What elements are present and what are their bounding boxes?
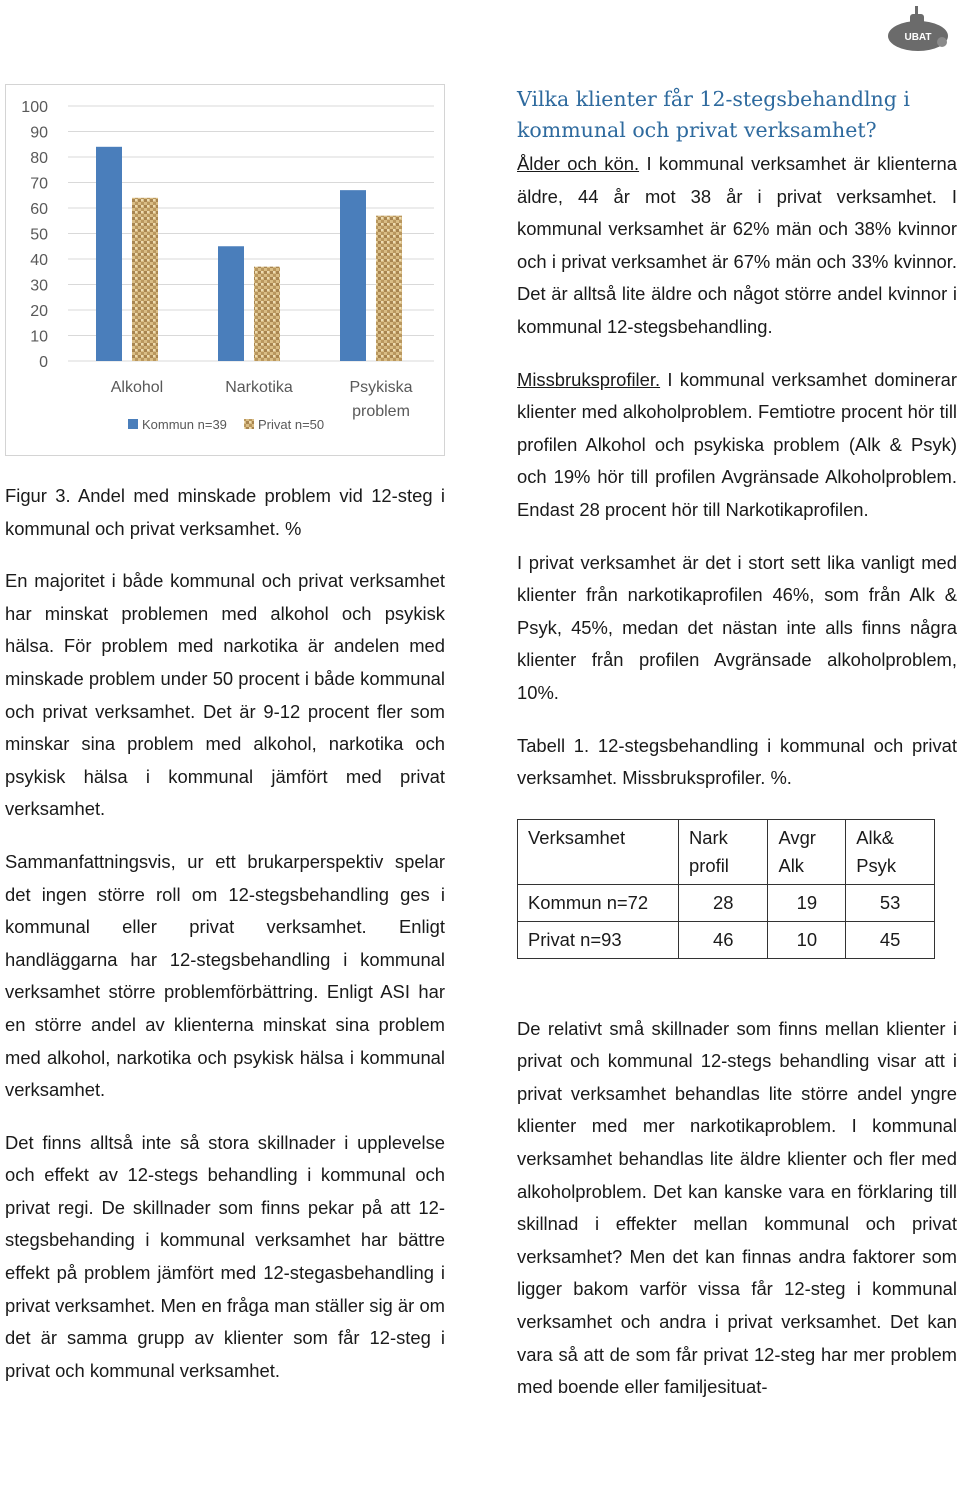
figure-caption: Figur 3. Andel med minskade problem vid 12-steg i kommunal och privat verksamhet. % xyxy=(5,485,445,539)
table-caption: Tabell 1. 12-stegsbehandling i kommunal och privat verksamhet. Missbruksprofiler. %. xyxy=(517,734,957,789)
y-tick-label: 0 xyxy=(39,354,48,371)
legend-swatch xyxy=(244,419,254,429)
table-row xyxy=(518,884,935,921)
y-tick-label: 20 xyxy=(30,303,48,320)
bar xyxy=(254,267,280,361)
y-tick-label: 50 xyxy=(30,226,48,244)
section-heading: Vilka klienter får 12-stegsbehandlng i kommunal och privat verksamhet? xyxy=(517,87,910,142)
label-missbruksprofiler: Missbruksprofiler. xyxy=(517,368,661,390)
y-tick-label: 90 xyxy=(30,124,48,142)
paragraph-privat: I privat verksamhet är det i stort sett lika vanligt med klienter från narkotikaprofilen 46%, som från Alk & Psyk, 45%, medan det nästan inte alls finns några klienter från profilen Avgränsade alkoholproblem, 10%. xyxy=(517,551,957,703)
table-header-cell: Nark profil xyxy=(679,819,768,884)
bar xyxy=(96,147,122,361)
y-tick-label: 40 xyxy=(30,252,48,269)
table-cell: Kommun n=72 xyxy=(518,884,679,921)
y-tick-label: 10 xyxy=(30,328,48,346)
paragraph-sammanfattning: Sammanfattningsvis, ur ett brukarperspektiv spelar det ingen större roll om 12-stegsbehandling ges i kommunal eller privat verksamhet. Enligt handläggarna har 12-stegsbehandling i kommunal verksamhet större problemförbättring. Enligt ASI har en större andel av klienterna minskat sina problem med alkohol, narkotika och psykisk hälsa i kommunal verksamhet. xyxy=(5,850,445,1101)
x-tick-label: Psykiska xyxy=(349,379,413,396)
table-cell: 45 xyxy=(846,921,935,958)
y-tick-label: 60 xyxy=(30,201,48,218)
y-tick-label: 30 xyxy=(30,277,48,295)
bar xyxy=(376,216,402,361)
profile-table xyxy=(517,819,935,959)
y-tick-label: 70 xyxy=(30,175,48,193)
legend-label: Kommun n=39 xyxy=(142,417,227,432)
y-tick-label: 80 xyxy=(30,150,48,167)
x-tick-label: Alkohol xyxy=(110,379,164,396)
table-cell: 53 xyxy=(846,884,935,921)
paragraph-slutsats: De relativt små skillnader som finns mellan klienter i privat och kommunal 12-stegs behandling visar att i privat verksamhet behandlas lite större andel yngre klienter med mer narkotikaproblem. I kommunal verksamhet behandlas lite äldre klienter och fler med alkoholproblem. Det kan kanske vara en förklaring till skillnad i effekter mellan kommunal och privat verksamhet? Men det kan finnas andra faktorer som ligger bakom varför vissa får 12-steg i kommunal verksamhet och andra i privat verksamhet. Det kan vara så att de som får privat 12-steg har mer problem med boende eller familjesituat- xyxy=(517,1017,957,1398)
table-header-cell: Alk& Psyk xyxy=(846,819,935,884)
legend-label: Privat n=50 xyxy=(258,417,325,432)
bar xyxy=(218,246,244,361)
label-alder-kon: Ålder och kön. xyxy=(517,153,640,174)
table-cell: 10 xyxy=(768,921,846,958)
bar xyxy=(340,190,366,361)
table-header-row xyxy=(518,819,935,884)
table-header-cell: Verksamhet xyxy=(518,819,679,884)
paragraph-majoritet: En majoritet i både kommunal och privat verksamhet har minskat problemen med alkohol och psykisk hälsa. För problem med narkotika är andelen med minskade problem under 50 procent i både kommunal och privat verksamhet. Det är 9-12 procent fler som minskar sina problem med alkohol, narkotika och psykisk hälsa i kommunal jämfört med privat verksamhet. xyxy=(5,570,445,820)
right-column xyxy=(517,84,957,1404)
bar xyxy=(132,198,158,361)
left-column xyxy=(5,84,445,1387)
x-tick-label: Narkotika xyxy=(225,379,293,396)
table-cell: 46 xyxy=(679,921,768,958)
bar-chart-svg xyxy=(6,85,444,455)
bar-chart xyxy=(5,84,445,456)
table-cell: 19 xyxy=(768,884,846,921)
ubat-logo xyxy=(876,2,956,56)
x-tick-label: problem xyxy=(352,403,410,420)
text-alder-kon: I kommunal verksamhet är klienterna äldre, 44 år mot 38 år i privat verksamhet. I kommunal verksamhet är 62% män och 38% kvinnor och i privat verksamhet är 67% män och 33% kvinnor. Det är alltså lite äldre och något större andel kvinnor i kommunal 12-stegsbehandling. xyxy=(517,153,957,337)
logo-text: UBAT xyxy=(904,32,932,43)
table-cell: Privat n=93 xyxy=(518,921,679,958)
paragraph-skillnader: Det finns alltså inte så stora skillnader i upplevelse och effekt av 12-stegs behandling i kommunal och privat regi. De skillnader som finns pekar på att 12-stegsbehanding i kommunal verksamhet har bättre effekt på problem jämfört med 12-stegasbehandling i privat verksamhet. Men en fråga man ställer sig är om det är samma grupp av klienter som får 12-steg i privat och kommunal verksamhet. xyxy=(5,1131,445,1381)
table-cell: 28 xyxy=(679,884,768,921)
text-missbruksprofiler: I kommunal verksamhet dominerar klienter med alkoholproblem. Femtiotre procent hör till profilen Alkohol och psykiska problem (Alk & Psyk) och 19% hör till profilen Avgränsade Alkoholproblem. Endast 28 procent hör till Narkotikaprofilen. xyxy=(517,368,957,520)
paragraph-alder-kon xyxy=(517,148,957,344)
y-tick-label: 100 xyxy=(21,99,48,116)
table-header-cell: Avgr Alk xyxy=(768,819,846,884)
table-row xyxy=(518,921,935,958)
legend-swatch xyxy=(128,419,138,429)
paragraph-missbruksprofiler xyxy=(517,364,957,527)
